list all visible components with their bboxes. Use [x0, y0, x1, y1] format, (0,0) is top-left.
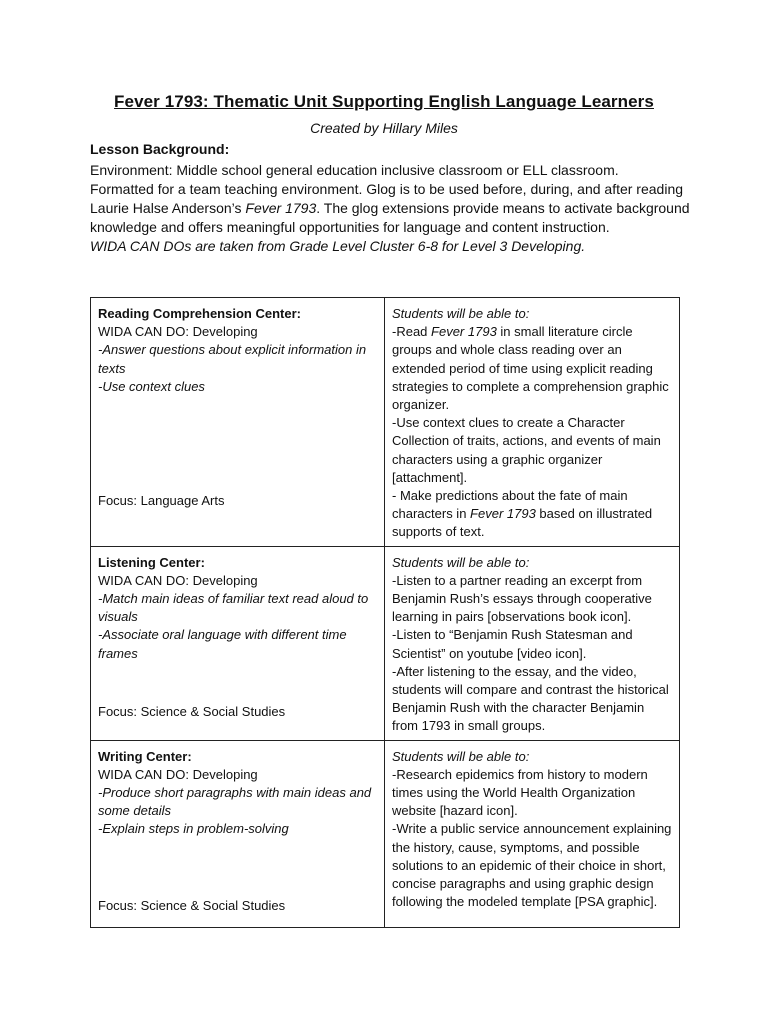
center-description-cell — [91, 740, 385, 927]
outcome-item: -Research epidemics from history to modern times using the World Health Organization website [hazard icon]. — [392, 766, 648, 819]
outcome-text: based on illustrated supports of text. — [392, 506, 653, 540]
can-do-item: -Match main ideas of familiar text read aloud to visuals — [98, 591, 369, 625]
document-author: Created by Hillary Miles — [310, 120, 458, 136]
can-do-item: -Explain steps in problem-solving — [98, 821, 289, 837]
background-line: knowledge and offers meaningful opportunities for language and content instruction. — [90, 219, 610, 235]
book-title: Fever 1793 — [470, 506, 536, 522]
outcome-item — [392, 487, 673, 542]
background-line — [90, 199, 710, 218]
outcome-item — [392, 323, 673, 414]
background-text: . The glog extensions provide means to activate background — [316, 200, 690, 216]
center-focus: Focus: Science & Social Studies — [98, 703, 286, 719]
can-do-item: -Answer questions about explicit information in texts — [98, 342, 367, 376]
outcome-item: -Listen to a partner reading an excerpt from Benjamin Rush’s essays through cooperative learning in pairs [observations book icon]. — [392, 572, 652, 625]
centers-table — [90, 297, 680, 928]
center-focus: Focus: Science & Social Studies — [98, 897, 286, 913]
outcome-text: -Read — [392, 324, 432, 340]
can-do-item: -Associate oral language with different time frames — [98, 627, 347, 661]
table-row — [91, 298, 680, 547]
outcome-text: in small literature circle groups and whole class reading over an extended period of time using explicit reading strategies to complete a comprehension graphic organizer. — [392, 324, 669, 413]
swbat-label: Students will be able to: — [392, 748, 530, 764]
outcome-item: -Use context clues to create a Character Collection of traits, actions, and events of main characters using a graphic organizer [attachment]. — [392, 415, 661, 485]
swbat-label: Students will be able to: — [392, 554, 530, 570]
table-row — [91, 740, 680, 927]
center-name: Listening Center: — [98, 554, 205, 570]
outcome-item: -Listen to “Benjamin Rush Statesman and Scientist” on youtube [video icon]. — [392, 627, 633, 661]
can-do-item: -Use context clues — [98, 378, 205, 394]
wida-level: WIDA CAN DO: Developing — [98, 572, 258, 588]
outcome-text: - Make predictions about the fate of main characters in — [392, 488, 628, 522]
center-description-cell — [91, 298, 385, 547]
background-line: Formatted for a team teaching environment. Glog is to be used before, during, and after reading — [90, 181, 684, 197]
document-title: Fever 1793: Thematic Unit Supporting English Language Learners — [114, 92, 654, 111]
center-outcomes-cell — [385, 740, 680, 927]
background-text: Laurie Halse Anderson’s — [90, 200, 246, 216]
book-title: Fever 1793 — [245, 200, 317, 216]
lesson-background-heading: Lesson Background: — [90, 141, 230, 157]
wida-level: WIDA CAN DO: Developing — [98, 766, 258, 782]
center-name: Reading Comprehension Center: — [98, 306, 301, 321]
outcome-item: -After listening to the essay, and the video, students will compare and contrast the historical Benjamin Rush with the character Benjamin from 1793 in small groups. — [392, 663, 669, 734]
center-focus: Focus: Language Arts — [98, 493, 225, 509]
wida-note: WIDA CAN DOs are taken from Grade Level Cluster 6-8 for Level 3 Developing. — [90, 238, 586, 254]
swbat-label: Students will be able to: — [392, 306, 530, 321]
outcome-item: -Write a public service announcement explaining the history, cause, symptoms, and possible solutions to an epidemic of their choice in short, concise paragraphs and using graphic design following the modeled template [PSA graphic]. — [392, 821, 672, 910]
center-outcomes-cell — [385, 298, 680, 547]
lesson-background-text — [90, 161, 710, 256]
center-name: Writing Center: — [98, 748, 192, 764]
center-description-cell — [91, 546, 385, 740]
background-line: Environment: Middle school general education inclusive classroom or ELL classroom. — [90, 162, 619, 178]
book-title: Fever 1793 — [431, 324, 497, 340]
wida-level: WIDA CAN DO: Developing — [98, 324, 258, 340]
can-do-item: -Produce short paragraphs with main ideas and some details — [98, 785, 372, 819]
table-row — [91, 546, 680, 740]
center-outcomes-cell — [385, 546, 680, 740]
